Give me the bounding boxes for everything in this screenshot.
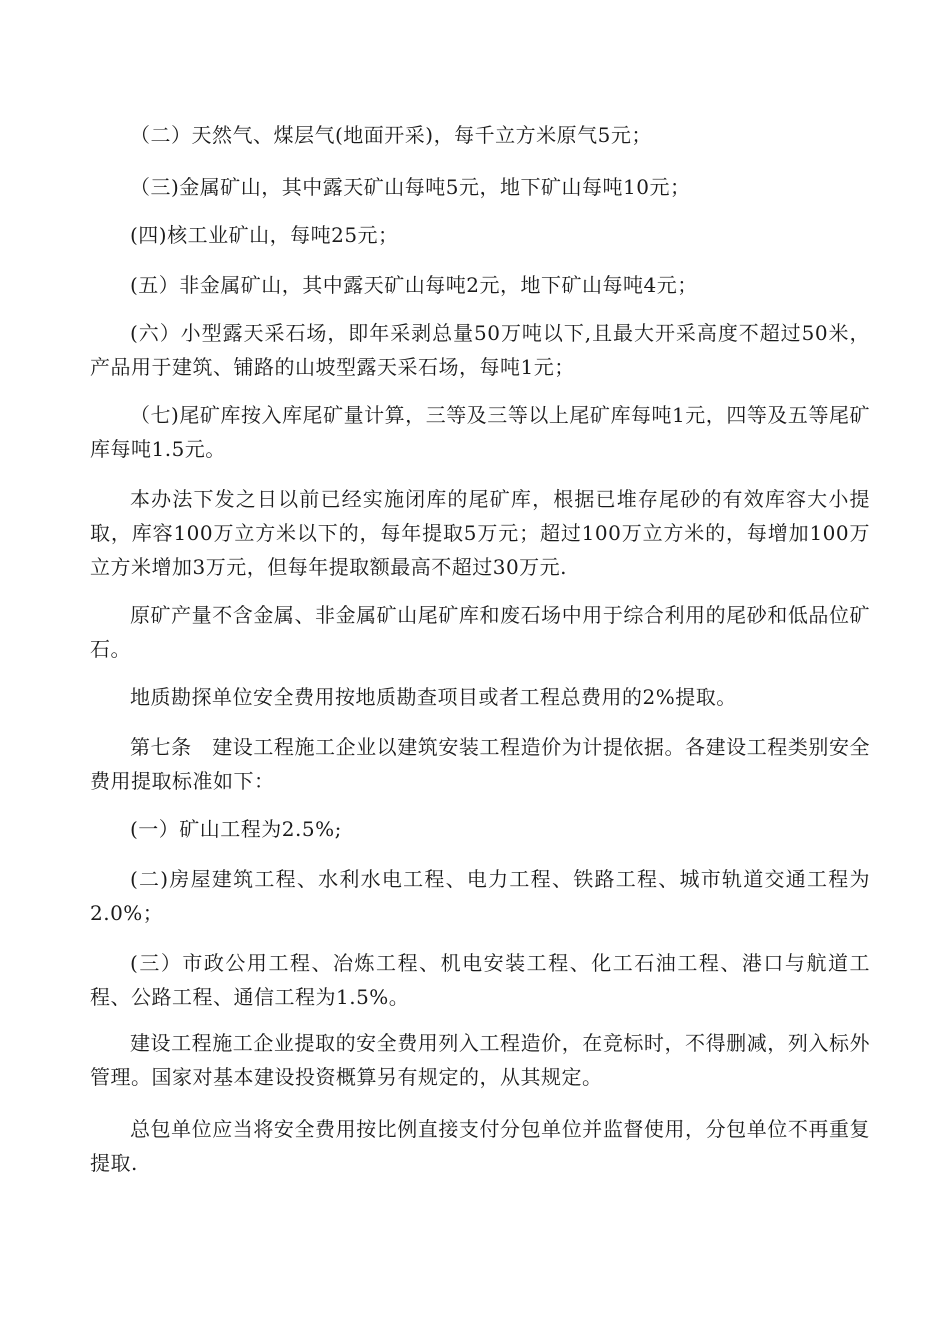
paragraph-item-1-mining-engineering: (一）矿山工程为2.5%;	[130, 817, 342, 841]
paragraph-item-3-municipal-engineering: (三）市政公用工程、冶炼工程、机电安装工程、化工石油工程、港口与航道工程、公路工程、通信工程为1.5%。	[90, 951, 870, 1009]
paragraph-item-6-quarries: (六）小型露天采石场，即年采剥总量50万吨以下,且最大开采高度不超过50米，产品用于建筑、铺路的山坡型露天采石场，每吨1元；	[90, 321, 870, 379]
paragraph-general-contractor: 总包单位应当将安全费用按比例直接支付分包单位并监督使用，分包单位不再重复提取.	[90, 1117, 870, 1175]
paragraph-article-seven: 第七条 建设工程施工企业以建筑安装工程造价为计提依据。各建设工程类别安全费用提取标准如下：	[90, 735, 870, 793]
paragraph-item-5-nonmetal-mines: (五）非金属矿山，其中露天矿山每吨2元，地下矿山每吨4元；	[130, 273, 698, 297]
paragraph-geological-exploration: 地质勘探单位安全费用按地质勘查项目或者工程总费用的2%提取。	[130, 685, 737, 709]
paragraph-item-4-nuclear-mines: (四)核工业矿山，每吨25元；	[130, 223, 399, 247]
paragraph-item-7-tailings: （七)尾矿库按入库尾矿量计算，三等及三等以上尾矿库每吨1元，四等及五等尾矿库每吨1.5元。	[90, 403, 870, 461]
paragraph-raw-ore-output: 原矿产量不含金属、非金属矿山尾矿库和废石场中用于综合利用的尾砂和低品位矿石。	[90, 603, 870, 661]
paragraph-item-2-natural-gas: （二）天然气、煤层气(地面开采)，每千立方米原气5元；	[130, 123, 652, 147]
paragraph-item-3-metal-mines: （三)金属矿山，其中露天矿山每吨5元，地下矿山每吨10元；	[130, 175, 691, 199]
paragraph-closed-tailings: 本办法下发之日以前已经实施闭库的尾矿库，根据已堆存尾砂的有效库容大小提取，库容100万立方米以下的，每年提取5万元；超过100万立方米的，每增加100万立方米增加3万元，但每年提取额最高不超过30万元.	[90, 487, 870, 579]
paragraph-cost-inclusion: 建设工程施工企业提取的安全费用列入工程造价，在竞标时，不得删减，列入标外管理。国家对基本建设投资概算另有规定的，从其规定。	[90, 1031, 870, 1089]
paragraph-item-2-building-engineering: (二)房屋建筑工程、水利水电工程、电力工程、铁路工程、城市轨道交通工程为2.0%；	[90, 867, 870, 925]
